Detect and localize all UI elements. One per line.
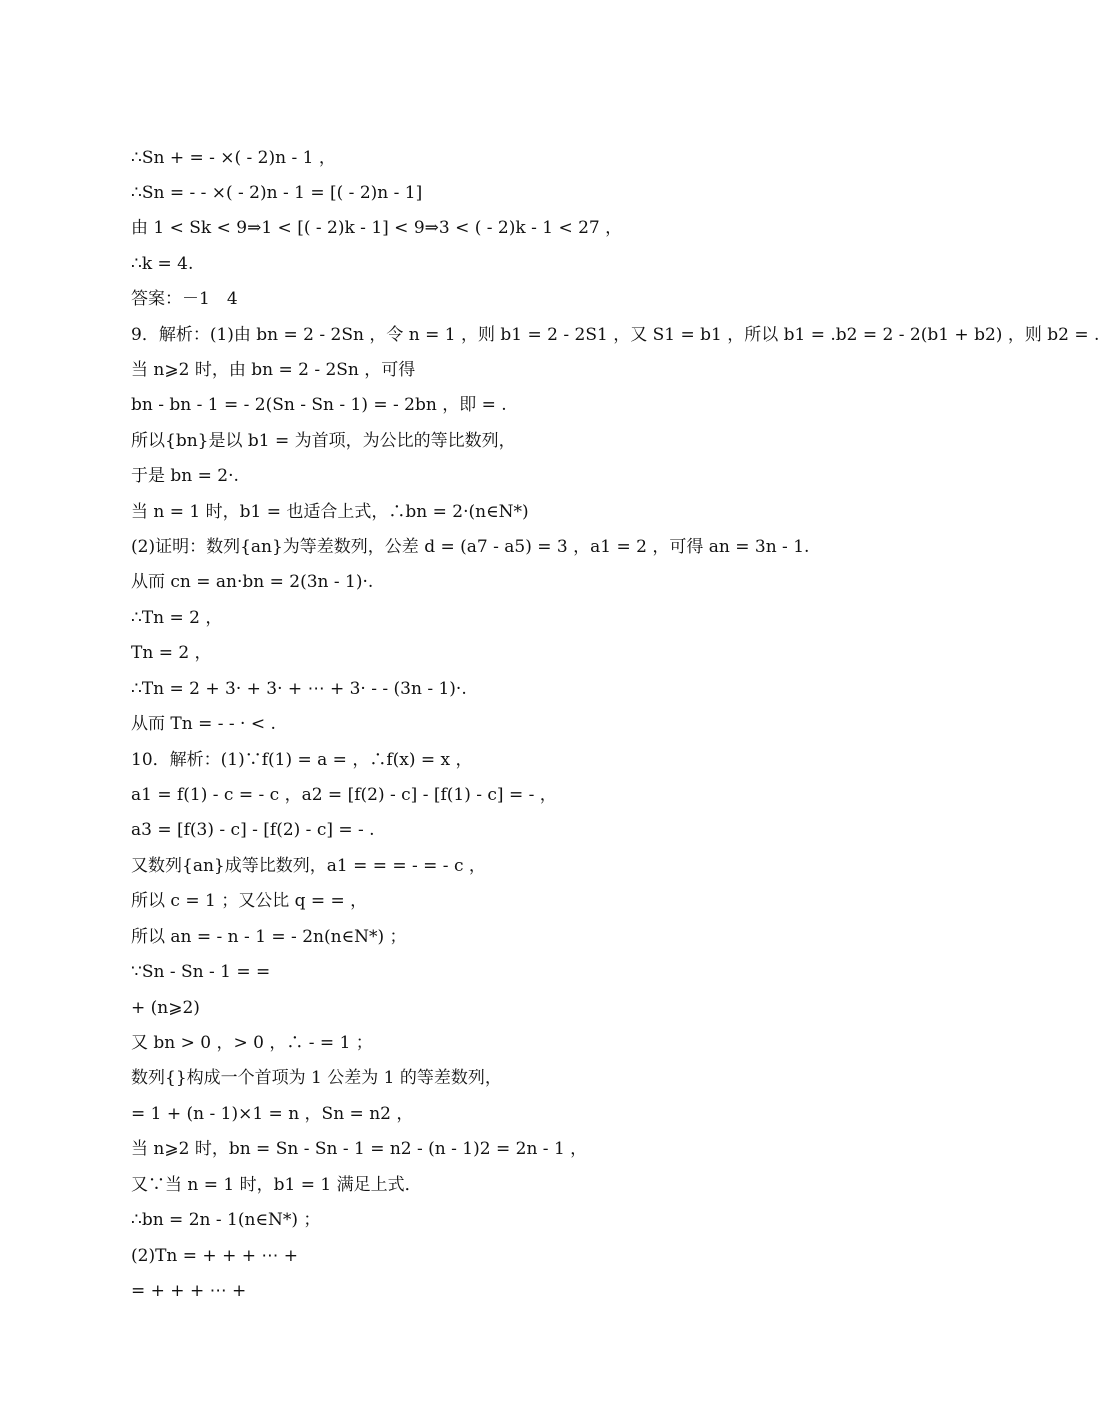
text-line: 又数列{an}成等比数列，a1 = = = - = - c ， — [131, 856, 486, 876]
text-line: 当 n = 1 时，b1 = 也适合上式，∴bn = 2·(n∈N*) — [131, 502, 529, 522]
text-line: 从而 cn = an·bn = 2(3n - 1)·. — [131, 572, 374, 592]
text-line: ∵Sn - Sn - 1 = = — [131, 962, 271, 982]
text-line: 所以 an = - n - 1 = - 2n(n∈N*) ； — [131, 927, 407, 947]
text-line: 又∵当 n = 1 时，b1 = 1 满足上式． — [131, 1175, 422, 1195]
text-line: (2)Tn = + + + ⋯ + — [131, 1246, 299, 1266]
text-line: bn - bn - 1 = - 2(Sn - Sn - 1) = - 2bn ，即 = . — [131, 395, 507, 415]
text-line: 由 1 < Sk < 9⇒1 < [( - 2)k - 1] < 9⇒3 < ( - 2)k - 1 < 27 ， — [131, 218, 623, 238]
text-line: ∴k = 4. — [131, 254, 194, 274]
text-line: 9．解析：(1)由 bn = 2 - 2Sn ，令 n = 1 ，则 b1 = 2 - 2S1 ，又 S1 = b1 ，所以 b1 = .b2 = 2 - 2(b1 + b2) ，则 b2 = . — [131, 325, 1099, 345]
text-line: ∴Sn = - - ×( - 2)n - 1 = [( - 2)n - 1] — [131, 183, 423, 203]
text-line: 当 n⩾2 时，由 bn = 2 - 2Sn ，可得 — [131, 360, 416, 380]
text-line: = + + + ⋯ + — [131, 1281, 247, 1301]
answer-line: 答案：－1 4 — [131, 289, 238, 309]
text-line: 10．解析：(1)∵f(1) = a = ，∴f(x) = x ， — [131, 750, 473, 770]
text-line: Tn = 2 ， — [131, 643, 212, 663]
text-line: 所以 c = 1 ；又公比 q = = ， — [131, 891, 368, 911]
text-line: ∴Tn = 2 + 3· + 3· + ⋯ + 3· - - (3n - 1)·. — [131, 679, 467, 699]
text-line: 于是 bn = 2·. — [131, 466, 239, 486]
text-line: 当 n⩾2 时，bn = Sn - Sn - 1 = n2 - (n - 1)2 = 2n - 1 ， — [131, 1139, 588, 1159]
text-line: ∴Sn + = - ×( - 2)n - 1 ， — [131, 148, 336, 168]
text-line: 数列{}构成一个首项为 1 公差为 1 的等差数列， — [131, 1068, 502, 1088]
text-line: + (n⩾2) — [131, 998, 200, 1018]
text-line: a3 = [f(3) - c] - [f(2) - c] = - . — [131, 820, 375, 840]
text-line: ∴bn = 2n - 1(n∈N*) ； — [131, 1210, 321, 1230]
text-line: = 1 + (n - 1)×1 = n ，Sn = n2 ， — [131, 1104, 414, 1124]
text-line: a1 = f(1) - c = - c ，a2 = [f(2) - c] - [f(1) - c] = - ， — [131, 785, 557, 805]
text-line: (2)证明：数列{an}为等差数列，公差 d = (a7 - a5) = 3 ，a1 = 2 ，可得 an = 3n - 1. — [131, 537, 810, 557]
text-line: ∴Tn = 2 ， — [131, 608, 223, 628]
text-line: 所以{bn}是以 b1 = 为首项，为公比的等比数列， — [131, 431, 516, 451]
text-line: 从而 Tn = - - · < . — [131, 714, 276, 734]
text-line: 又 bn > 0 ，> 0 ，∴ - = 1 ； — [131, 1033, 373, 1053]
